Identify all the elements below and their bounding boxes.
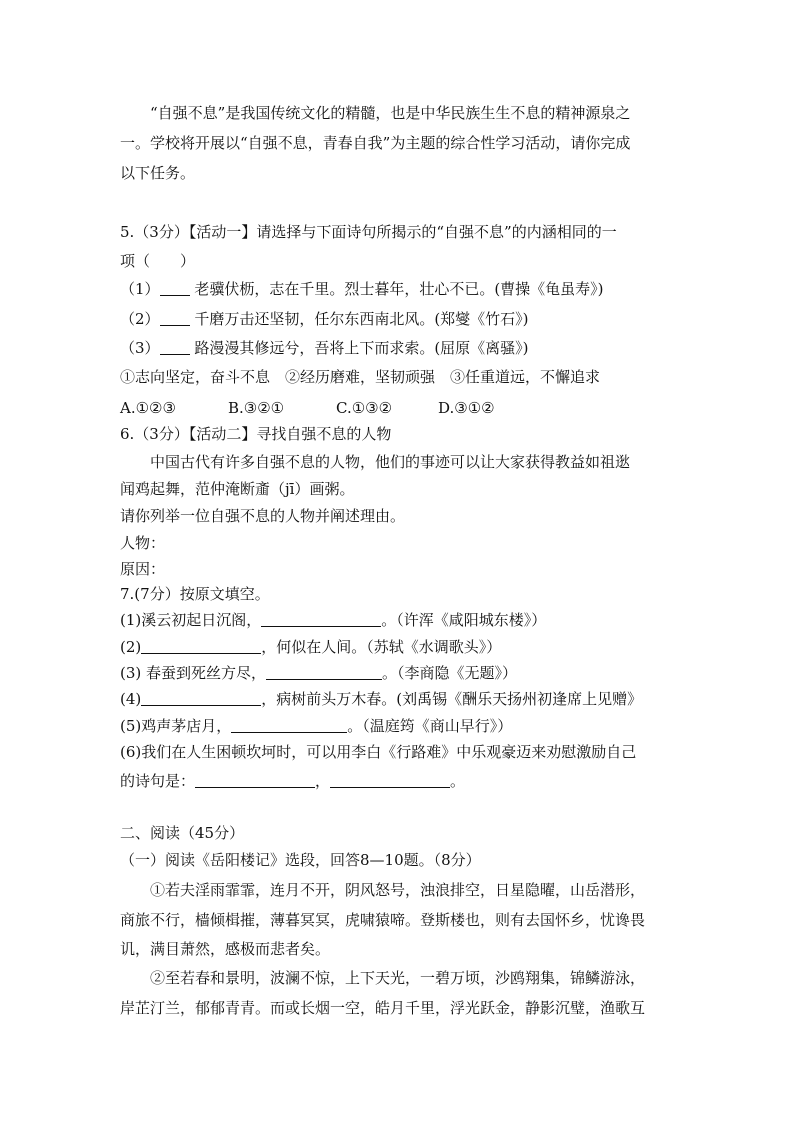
reason-label: 原因： — [120, 560, 166, 578]
question-6-text: 中国古代有许多自强不息的人物，他们的事迹可以让大家获得教益如祖逖 — [150, 453, 631, 471]
question-7-stem: 7.(7分）按原文填空。 — [120, 585, 270, 603]
fill-text: (3) 春蚕到死丝方尽， — [120, 664, 267, 682]
section-heading: 二、阅读（45分） — [120, 824, 245, 842]
fill-text: (2) — [120, 638, 142, 656]
question-6-prompt: 请你列举一位自强不息的人物并阐述理由。 — [120, 507, 406, 525]
fill-item-5 — [120, 716, 512, 736]
answer-blank[interactable] — [261, 611, 381, 627]
fill-text: 。（温庭筠《商山早行》） — [347, 717, 513, 735]
question-5-item — [120, 309, 529, 329]
question-5-options — [120, 398, 495, 418]
question-5-item — [120, 338, 529, 358]
fill-text: ，病树前头万木春。(刘禹锡《酬乐天扬州初逢席上见赠》 — [261, 690, 643, 708]
intro-line: 以下任务。 — [120, 164, 196, 182]
question-5-item — [120, 279, 604, 299]
answer-blank[interactable] — [141, 638, 261, 654]
meaning-list: ①志向坚定，奋斗不息 ②经历磨难，坚韧顽强 ③任重道远，不懈追求 — [120, 368, 601, 386]
fill-item-3 — [120, 663, 517, 683]
option-c[interactable]: C.①③② — [336, 399, 393, 417]
answer-blank[interactable] — [195, 772, 315, 788]
item-number: （2） — [120, 310, 160, 328]
passage-line: ②至若春和景明，波澜不惊，上下天光，一碧万顷，沙鸥翔集，锦鳞游泳， — [150, 969, 646, 987]
item-text: 路漫漫其修远兮，吾将上下而求索。(屈原《离骚》) — [194, 339, 529, 357]
answer-blank[interactable] — [141, 690, 261, 706]
fill-text: 。（许浑《咸阳城东楼》） — [381, 611, 547, 629]
fill-text: (4) — [120, 690, 142, 708]
fill-text: (1)溪云初起日沉阁， — [120, 611, 262, 629]
option-b[interactable]: B.③②① — [228, 399, 285, 417]
fill-text: 。（李商隐《无题》） — [382, 664, 518, 682]
answer-blank[interactable] — [160, 280, 190, 296]
fill-item-2 — [120, 637, 501, 657]
option-d[interactable]: D.③①② — [438, 399, 495, 417]
fill-text: (5)鸡声茅店月， — [120, 717, 232, 735]
item-number: （3） — [120, 339, 160, 357]
intro-line: 一。学校将开展以“自强不息，青春自我”为主题的综合性学习活动，请你完成 — [120, 134, 631, 152]
fill-item-1 — [120, 610, 546, 630]
answer-blank[interactable] — [330, 772, 450, 788]
section-subheading: （一）阅读《岳阳楼记》选段，回答8—10题。（8分） — [120, 851, 481, 869]
question-5-stem: 5.（3分）【活动一】请选择与下面诗句所揭示的“自强不息”的内涵相同的一 — [120, 223, 617, 241]
fill-text: 。 — [450, 772, 466, 790]
passage-line: 岸芷汀兰，郁郁青青。而或长烟一空，皓月千里，浮光跃金，静影沉璧，渔歌互 — [120, 999, 646, 1017]
fill-text: ， — [315, 772, 331, 790]
passage-line: 讥，满目萧然，感极而悲者矣。 — [120, 940, 331, 958]
fill-text: 的诗句是： — [120, 772, 196, 790]
answer-blank[interactable] — [231, 717, 347, 733]
item-text: 老骥伏枥，志在千里。烈士暮年，壮心不已。(曹操《龟虽寿》) — [194, 280, 604, 298]
fill-item-4 — [120, 689, 642, 709]
item-number: （1） — [120, 280, 160, 298]
fill-item-6: (6)我们在人生困顿坎坷时，可以用李白《行路难》中乐观豪迈来劝慰激励自己 — [120, 743, 637, 761]
question-6-stem: 6.（3分）【活动二】寻找自强不息的人物 — [120, 425, 392, 443]
question-5-stem: 项（ ） — [120, 252, 196, 270]
passage-line: ①若夫淫雨霏霏，连月不开，阴风怒号，浊浪排空，日星隐曜，山岳潜形， — [150, 881, 646, 899]
passage-line: 商旅不行，樯倾楫摧，薄暮冥冥，虎啸猿啼。登斯楼也，则有去国怀乡，忧谗畏 — [120, 911, 646, 929]
answer-blank[interactable] — [160, 339, 190, 355]
option-a[interactable]: A.①②③ — [120, 399, 176, 417]
person-label: 人物： — [120, 534, 166, 552]
answer-blank[interactable] — [266, 664, 382, 680]
question-6-text: 闻鸡起舞，范仲淹断齑（jī）画粥。 — [120, 480, 355, 498]
answer-blank[interactable] — [160, 310, 190, 326]
item-text: 千磨万击还坚韧，任尔东西南北风。(郑燮《竹石》) — [194, 310, 529, 328]
intro-line: “自强不息”是我国传统文化的精髓，也是中华民族生生不息的精神源泉之 — [150, 104, 631, 122]
fill-item-6-cont — [120, 771, 465, 791]
fill-text: ，何似在人间。（苏轼《水调歌头》） — [261, 638, 502, 656]
